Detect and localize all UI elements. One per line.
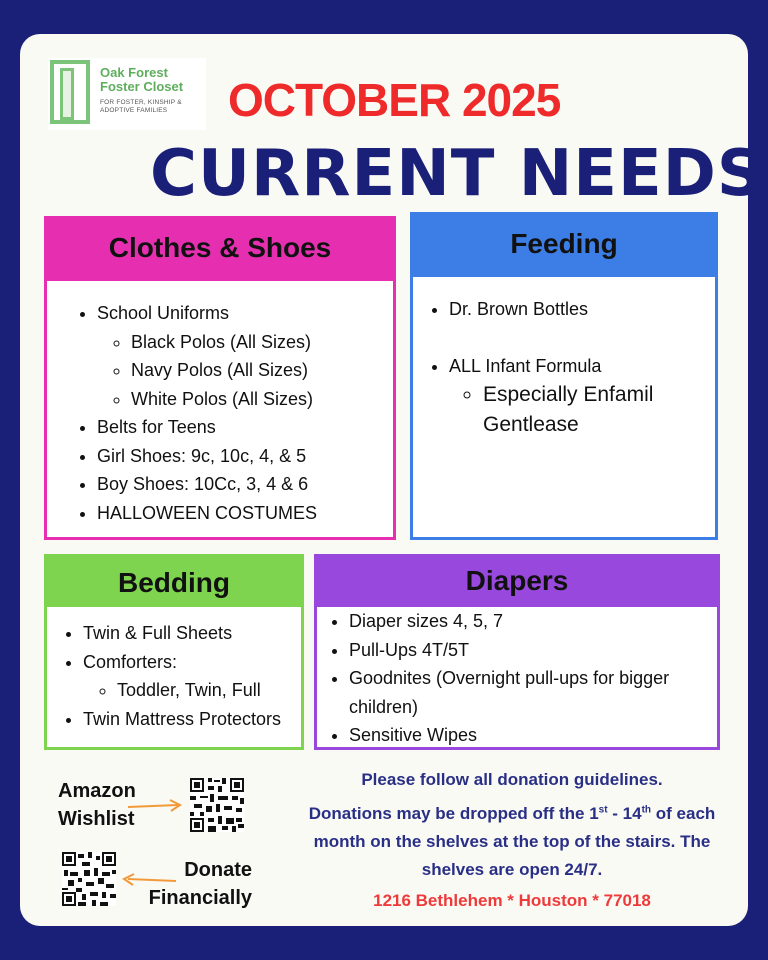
list-item: ◦ Navy Polos (All Sizes) <box>131 356 317 385</box>
feeding-box <box>410 212 718 540</box>
feeding-title: Feeding <box>413 215 715 277</box>
logo-tagline: FOR FOSTER, KINSHIP & ADOPTIVE FAMILIES <box>100 99 182 114</box>
list-item: • HALLOWEEN COSTUMES <box>97 499 317 528</box>
list-item: • ALL Infant Formula ◦ Especially Enfamil Gentlease <box>449 352 653 441</box>
amazon-qr-code-icon[interactable] <box>190 778 244 832</box>
page-heading: CURRENT NEEDS <box>150 137 764 211</box>
list-item: • Girl Shoes: 9c, 10c, 4, & 5 <box>97 442 317 471</box>
clothes-list <box>75 299 317 527</box>
list-item: • Dr. Brown Bottles <box>449 295 653 324</box>
donate-financially-label: Donate Financially <box>148 859 252 909</box>
bedding-box <box>44 554 304 750</box>
bedding-list <box>61 619 281 733</box>
door-icon <box>50 60 90 124</box>
uniform-sublist <box>97 328 317 414</box>
address: 1216 Bethlehem * Houston * 77018 <box>373 891 651 910</box>
clothes-shoes-title: Clothes & Shoes <box>47 219 393 281</box>
list-item: ◦ Especially Enfamil Gentlease <box>483 380 653 440</box>
list-item: • Sensitive Wipes <box>349 721 719 750</box>
oak-forest-logo <box>48 58 206 130</box>
donate-qr-code-icon[interactable] <box>62 852 116 906</box>
month-title: OCTOBER 2025 <box>228 74 561 126</box>
diapers-list <box>327 607 719 750</box>
list-item: • Twin & Full Sheets <box>83 619 281 648</box>
diapers-box <box>314 554 720 750</box>
list-item: • Belts for Teens <box>97 413 317 442</box>
list-item: ◦ White Polos (All Sizes) <box>131 385 317 414</box>
list-item: • Comforters: ◦ Toddler, Twin, Full <box>83 648 281 705</box>
arrow-icon <box>126 798 186 814</box>
list-item: • School Uniforms ◦ Black Polos (All Sizes) ◦ Navy Polos (All Sizes) ◦ White Polos (All Sizes) <box>97 299 317 413</box>
comforter-sublist <box>83 676 281 705</box>
diapers-title: Diapers <box>317 557 717 607</box>
list-item: • Diaper sizes 4, 5, 7 <box>349 607 719 636</box>
list-item: • Twin Mattress Protectors <box>83 705 281 734</box>
list-item: ◦ Toddler, Twin, Full <box>117 676 281 705</box>
list-item: ◦ Black Polos (All Sizes) <box>131 328 317 357</box>
qr-code-icon <box>62 852 116 906</box>
drop-off-note: Donations may be dropped off the 1st - 14th of each month on the shelves at the top of the stairs. The shelves are open 24/7. <box>308 804 716 879</box>
list-item: • Goodnites (Overnight pull-ups for bigger children) <box>349 664 719 721</box>
donation-guidelines-note: Please follow all donation guidelines. <box>361 770 663 789</box>
feeding-list <box>427 295 653 440</box>
bedding-title: Bedding <box>47 557 301 607</box>
amazon-wishlist-label: Amazon Wishlist <box>58 780 136 830</box>
list-item: • Boy Shoes: 10Cc, 3, 4 & 6 <box>97 470 317 499</box>
clothes-shoes-box <box>44 216 396 540</box>
qr-code-icon <box>190 778 244 832</box>
list-item: • Pull-Ups 4T/5T <box>349 636 719 665</box>
logo-name: Oak Forest Foster Closet <box>100 65 184 94</box>
formula-sublist <box>449 380 653 440</box>
